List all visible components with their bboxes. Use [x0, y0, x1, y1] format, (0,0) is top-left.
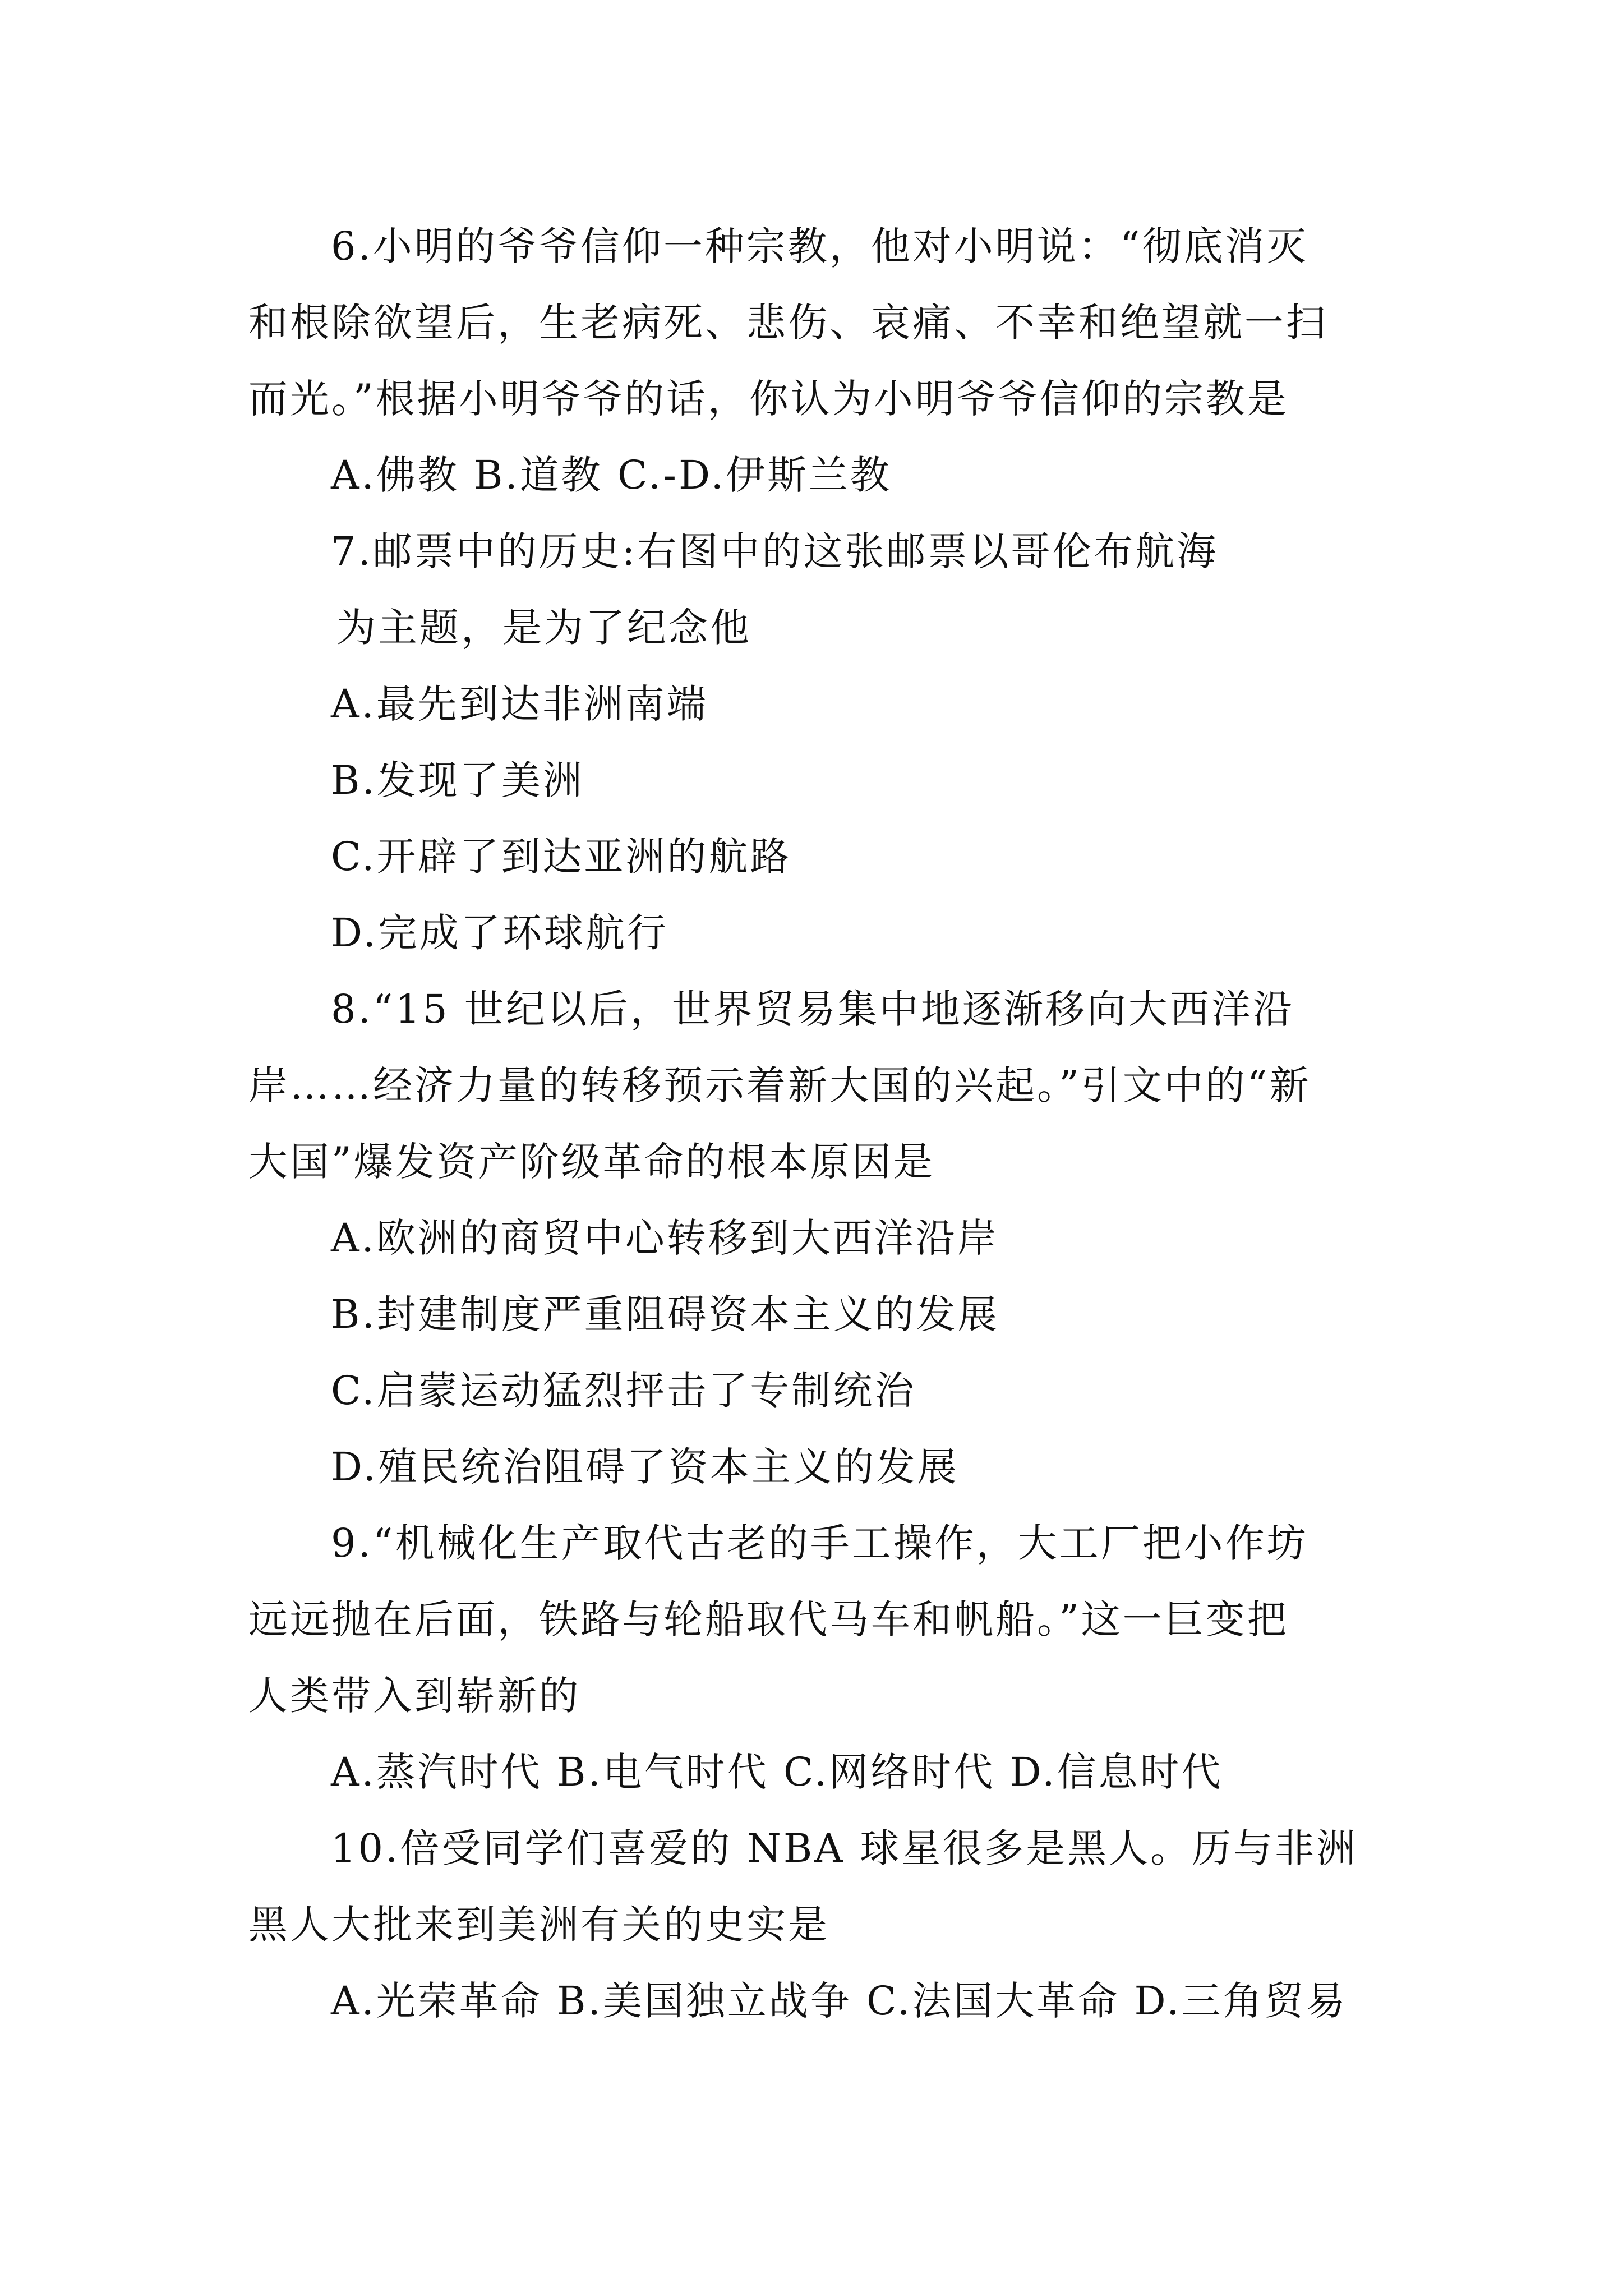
question-8-stem-line-3: 大国”爆发资产阶级革命的根本原因是 — [248, 1139, 935, 1185]
question-9-number: 9. — [331, 1520, 373, 1566]
question-10-options: A.光荣革命 B.美国独立战争 C.法国大革命 D.三角贸易 — [331, 1978, 1348, 2024]
question-10-number: 10. — [331, 1825, 400, 1871]
question-7-option-a: A.最先到达非洲南端 — [331, 681, 708, 727]
question-7-option-c: C.开辟了到达亚洲的航路 — [331, 834, 792, 880]
question-6-stem-line-2: 和根除欲望后，生老病死、悲伤、哀痛、不幸和绝望就一扫 — [248, 300, 1327, 346]
question-8-option-a: A.欧洲的商贸中心转移到大西洋沿岸 — [331, 1215, 999, 1261]
question-6-number: 6. — [331, 223, 373, 269]
question-6-stem-line-3: 而光。”根据小明爷爷的话，你认为小明爷爷信仰的宗教是 — [248, 376, 1289, 422]
question-8-option-d: D.殖民统治阻碍了资本主义的发展 — [331, 1444, 959, 1490]
question-9-stem-line-2: 远远抛在后面，铁路与轮船取代马车和帆船。”这一巨变把 — [248, 1596, 1289, 1642]
question-8-stem-line-2: 岸……经济力量的转移预示着新大国的兴起。”引文中的“新 — [248, 1062, 1311, 1108]
question-7-stem-line-2: 为主题，是为了纪念他 — [336, 605, 751, 651]
question-8-stem-line-1 — [331, 986, 1294, 1032]
question-9-stem-line-1 — [331, 1520, 1308, 1566]
question-10-stem-line-1 — [331, 1825, 1358, 1871]
question-10-stem-text-1: 倍受同学们喜爱的 NBA 球星很多是黑人。历与非洲 — [400, 1825, 1358, 1871]
question-6-options: A.佛教 B.道教 C.-D.伊斯兰教 — [331, 452, 892, 498]
question-8-number: 8. — [331, 986, 373, 1032]
question-6-stem-line-1 — [331, 223, 1308, 269]
question-8-option-c: C.启蒙运动猛烈抨击了专制统治 — [331, 1368, 916, 1414]
question-7-stem-text-1: 邮票中的历史:右图中的这张邮票以哥伦布航海 — [372, 528, 1219, 574]
question-8-stem-text-1: “15 世纪以后，世界贸易集中地逐渐移向大西洋沿 — [372, 986, 1294, 1032]
question-6-stem-text-1: 小明的爷爷信仰一种宗教，他对小明说：“彻底消灭 — [372, 223, 1308, 269]
question-9-options: A.蒸汽时代 B.电气时代 C.网络时代 D.信息时代 — [331, 1749, 1223, 1795]
question-7-option-b: B.发现了美洲 — [331, 757, 584, 803]
question-7-option-d: D.完成了环球航行 — [331, 910, 668, 956]
question-7-number: 7. — [331, 528, 373, 574]
question-7-stem-line-1 — [331, 528, 1219, 574]
question-10-stem-line-2: 黑人大批来到美洲有关的史实是 — [248, 1902, 829, 1948]
question-9-stem-line-3: 人类带入到崭新的 — [248, 1673, 580, 1719]
question-8-option-b: B.封建制度严重阻碍资本主义的发展 — [331, 1291, 999, 1337]
question-9-stem-text-1: “机械化生产取代古老的手工操作，大工厂把小作坊 — [372, 1520, 1308, 1566]
